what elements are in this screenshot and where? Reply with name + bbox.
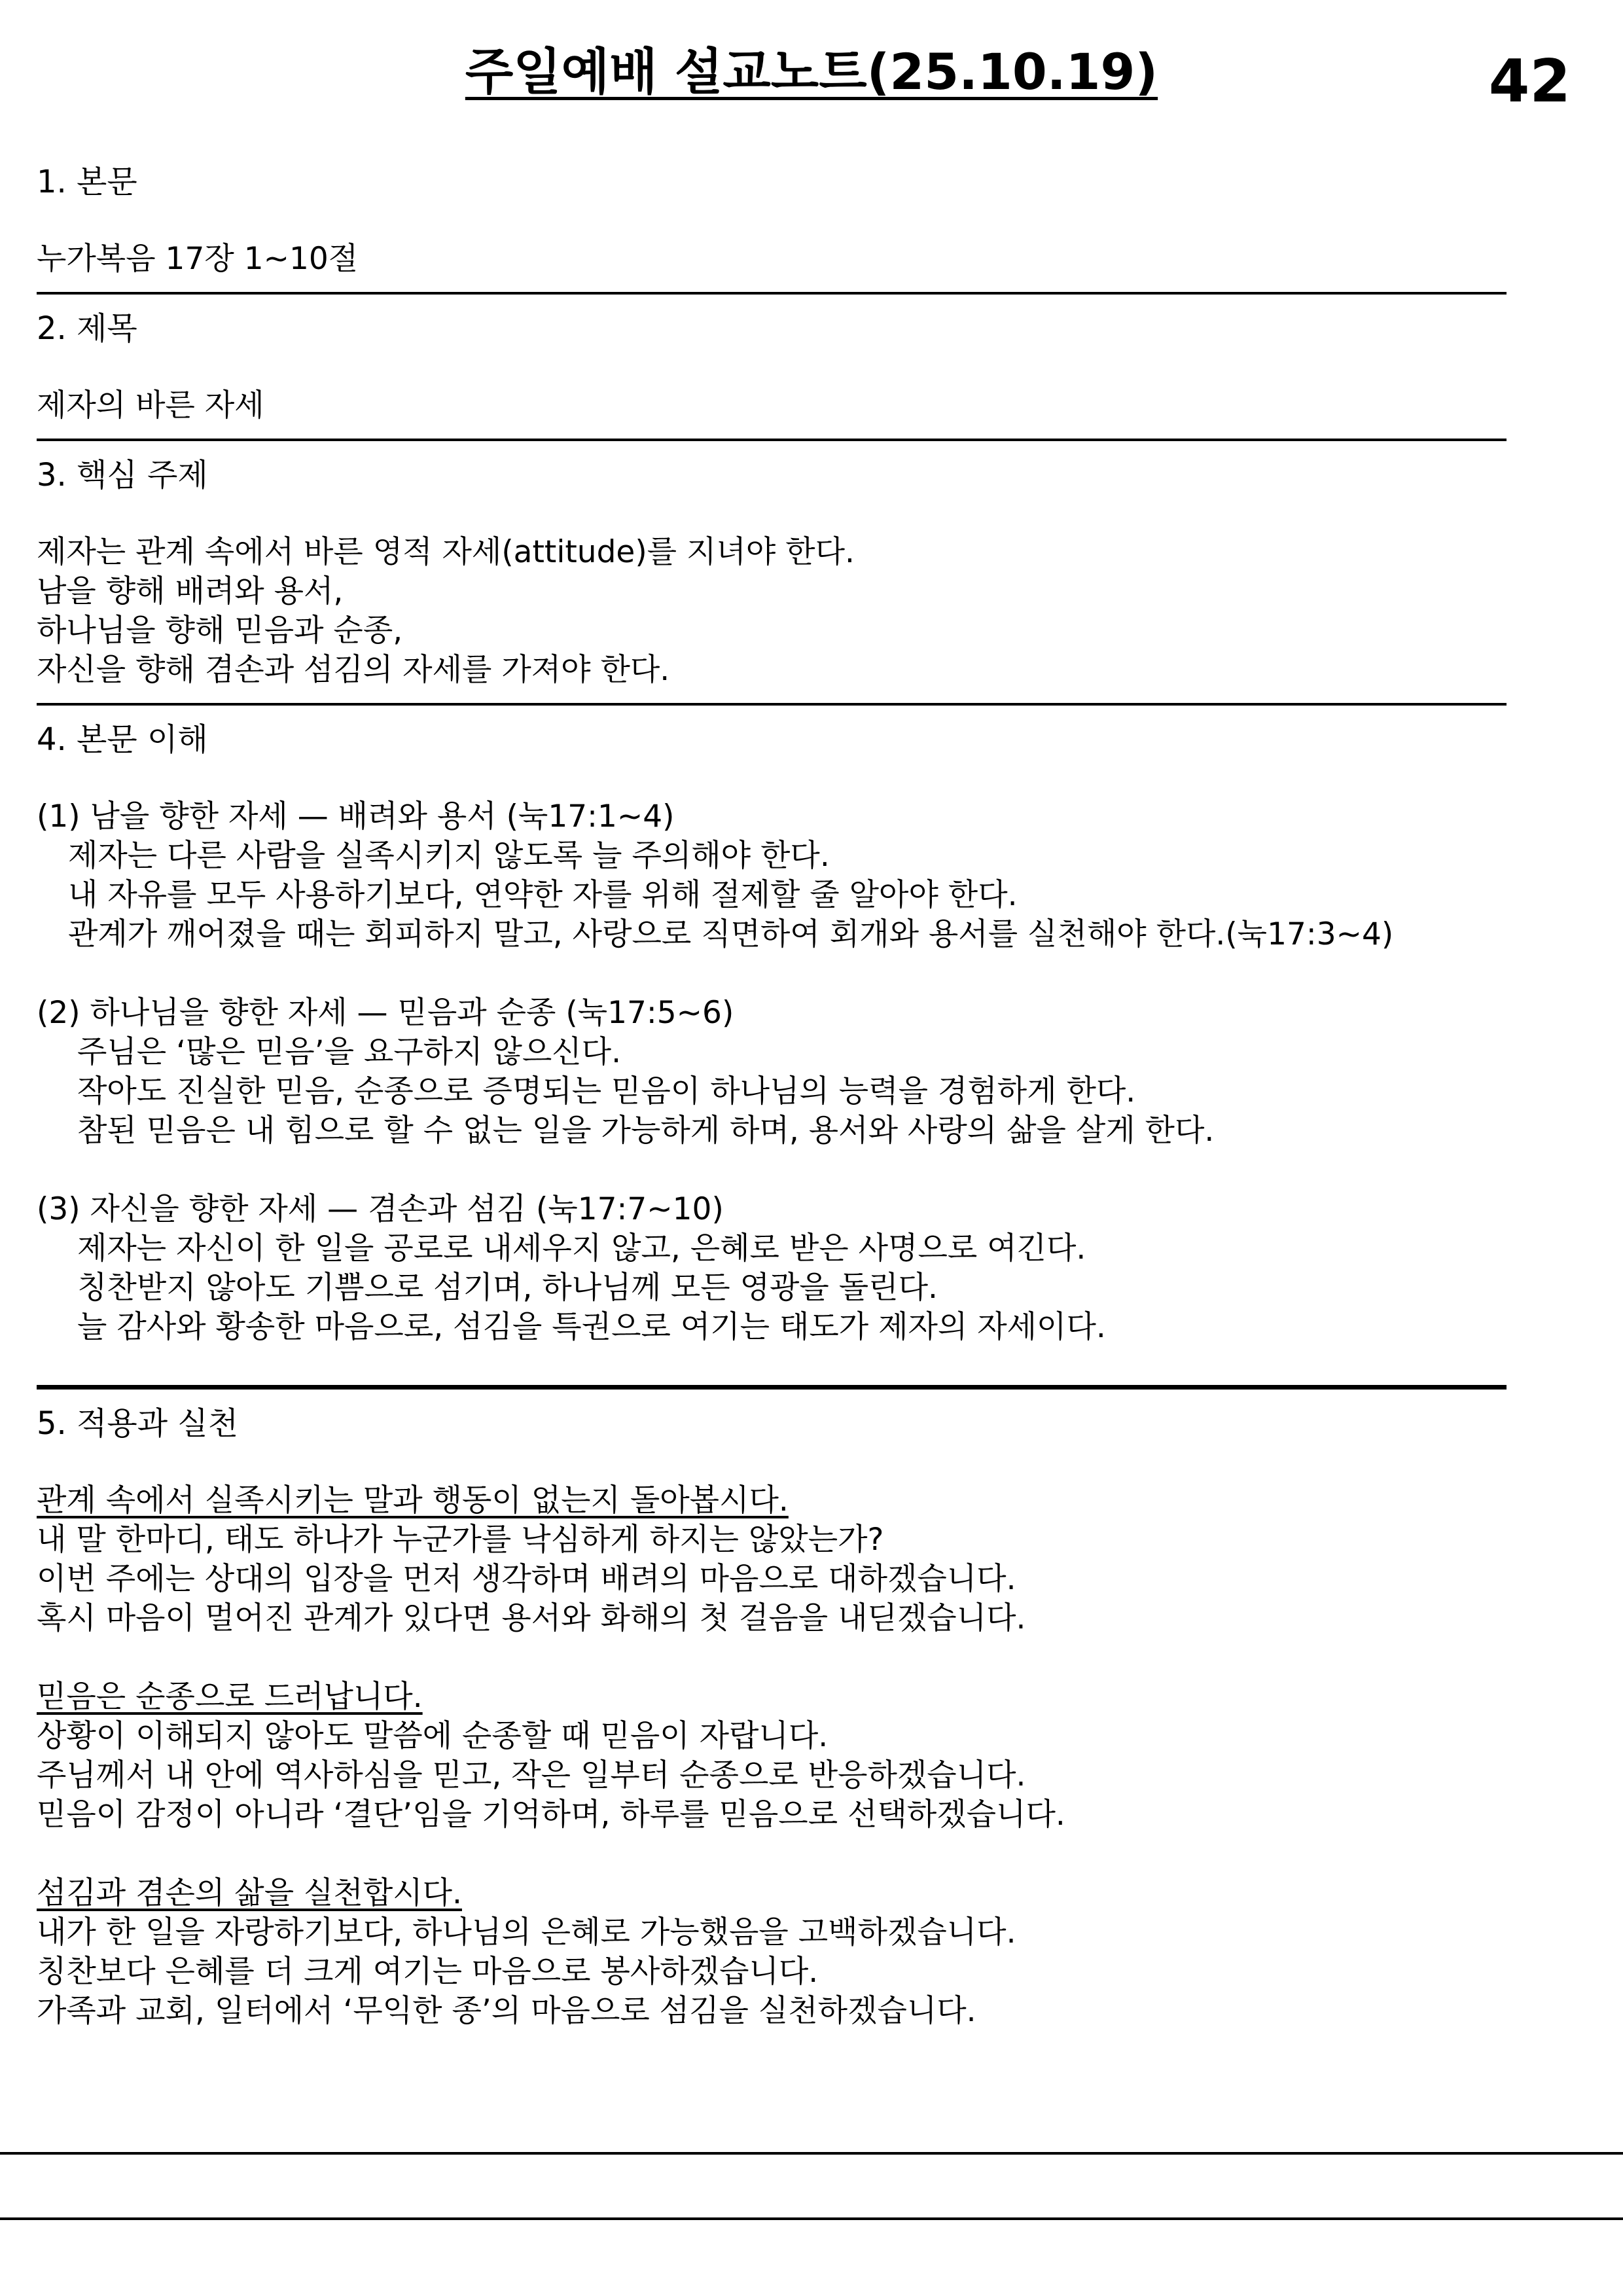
- sermon-title: 제자의 바른 자세: [37, 387, 264, 423]
- point-line: 관계가 깨어졌을 때는 회피하지 말고, 사랑으로 직면하여 회개와 용서를 실천해야 한다.(눅17:3~4): [68, 916, 1394, 952]
- section-core-theme: [37, 456, 1507, 690]
- application-group: [37, 1874, 1507, 2031]
- divider: [37, 439, 1507, 441]
- point-title: (3) 자신을 향한 자세 — 겸손과 섬김 (눅17:7~10): [37, 1191, 724, 1227]
- point-line: 참된 믿음은 내 힘으로 할 수 없는 일을 가능하게 하며, 용서와 사랑의 삶을 살게 한다.: [77, 1113, 1215, 1149]
- application-line: 혹시 마음이 멀어진 관계가 있다면 용서와 화해의 첫 걸음을 내딛겠습니다.: [37, 1600, 1026, 1636]
- point-block: [37, 1190, 1507, 1347]
- point-block: [37, 994, 1507, 1151]
- application-line: 내가 한 일을 자랑하기보다, 하나님의 은혜로 가능했음을 고백하겠습니다.: [37, 1914, 1016, 1950]
- section-scripture: [37, 162, 1507, 279]
- application-line: 믿음이 감정이 아니라 ‘결단’임을 기억하며, 하루를 믿음으로 선택하겠습니다.: [37, 1797, 1065, 1833]
- point-line: 늘 감사와 황송한 마음으로, 섬김을 특권으로 여기는 태도가 제자의 자세이다.: [77, 1309, 1106, 1345]
- point-line: 주님은 ‘많은 믿음’을 요구하지 않으신다.: [77, 1034, 622, 1070]
- section-heading: 5. 적용과 실천: [37, 1405, 239, 1442]
- application-group: [37, 1677, 1507, 1835]
- scripture-reference: 누가복음 17장 1~10절: [37, 241, 359, 277]
- application-line: 칭찬보다 은혜를 더 크게 여기는 마음으로 봉사하겠습니다.: [37, 1954, 819, 1990]
- point-line: 내 자유를 모두 사용하기보다, 연약한 자를 위해 절제할 줄 알아야 한다.: [68, 877, 1018, 913]
- point-title: (1) 남을 향한 자세 — 배려와 용서 (눅17:1~4): [37, 798, 675, 834]
- point-line: 칭찬받지 않아도 기쁨으로 섬기며, 하나님께 모든 영광을 돌린다.: [77, 1270, 938, 1306]
- application-line: 상황이 이해되지 않아도 말씀에 순종할 때 믿음이 자랍니다.: [37, 1718, 829, 1754]
- application-title: 믿음은 순종으로 드러납니다.: [37, 1679, 423, 1715]
- application-group: [37, 1481, 1507, 1638]
- page-title: 주일예배 설교노트(25.10.19): [465, 43, 1158, 101]
- footer-rule: [0, 2217, 1623, 2220]
- page-number: 42: [1488, 47, 1571, 116]
- point-title: (2) 하나님을 향한 자세 — 믿음과 순종 (눅17:5~6): [37, 995, 734, 1031]
- sermon-notes: [37, 162, 1507, 2031]
- section-heading: 2. 제목: [37, 310, 137, 347]
- divider: [37, 1385, 1507, 1390]
- section-heading: 1. 본문: [37, 164, 137, 200]
- point-block: [37, 797, 1507, 954]
- theme-line: 남을 향해 배려와 용서,: [37, 573, 344, 609]
- theme-line: 하나님을 향해 믿음과 순종,: [37, 613, 403, 649]
- application-line: 이번 주에는 상대의 입장을 먼저 생각하며 배려의 마음으로 대하겠습니다.: [37, 1561, 1016, 1597]
- application-title: 섬김과 겸손의 삶을 실천합시다.: [37, 1875, 462, 1911]
- point-line: 작아도 진실한 믿음, 순종으로 증명되는 믿음이 하나님의 능력을 경험하게 한다.: [77, 1073, 1136, 1109]
- divider: [37, 292, 1507, 295]
- section-heading: 3. 핵심 주제: [37, 457, 208, 493]
- point-line: 제자는 다른 사람을 실족시키지 않도록 늘 주의해야 한다.: [68, 838, 830, 874]
- section-heading: 4. 본문 이해: [37, 721, 208, 758]
- divider: [37, 703, 1507, 706]
- application-line: 가족과 교회, 일터에서 ‘무익한 종’의 마음으로 섬김을 실천하겠습니다.: [37, 1993, 976, 2029]
- application-line: 주님께서 내 안에 역사하심을 믿고, 작은 일부터 순종으로 반응하겠습니다.: [37, 1757, 1026, 1793]
- point-line: 제자는 자신이 한 일을 공로로 내세우지 않고, 은혜로 받은 사명으로 여긴다.: [77, 1230, 1086, 1266]
- application-line: 내 말 한마디, 태도 하나가 누군가를 낙심하게 하지는 않았는가?: [37, 1522, 884, 1558]
- application-title: 관계 속에서 실족시키는 말과 행동이 없는지 돌아봅시다.: [37, 1482, 789, 1518]
- section-understanding: [37, 720, 1507, 1347]
- section-title: [37, 309, 1507, 425]
- section-application: [37, 1404, 1507, 2031]
- footer-rule: [0, 2152, 1623, 2155]
- theme-line: 자신을 향해 겸손과 섬김의 자세를 가져야 한다.: [37, 652, 670, 688]
- theme-line: 제자는 관계 속에서 바른 영적 자세(attitude)를 지녀야 한다.: [37, 534, 855, 570]
